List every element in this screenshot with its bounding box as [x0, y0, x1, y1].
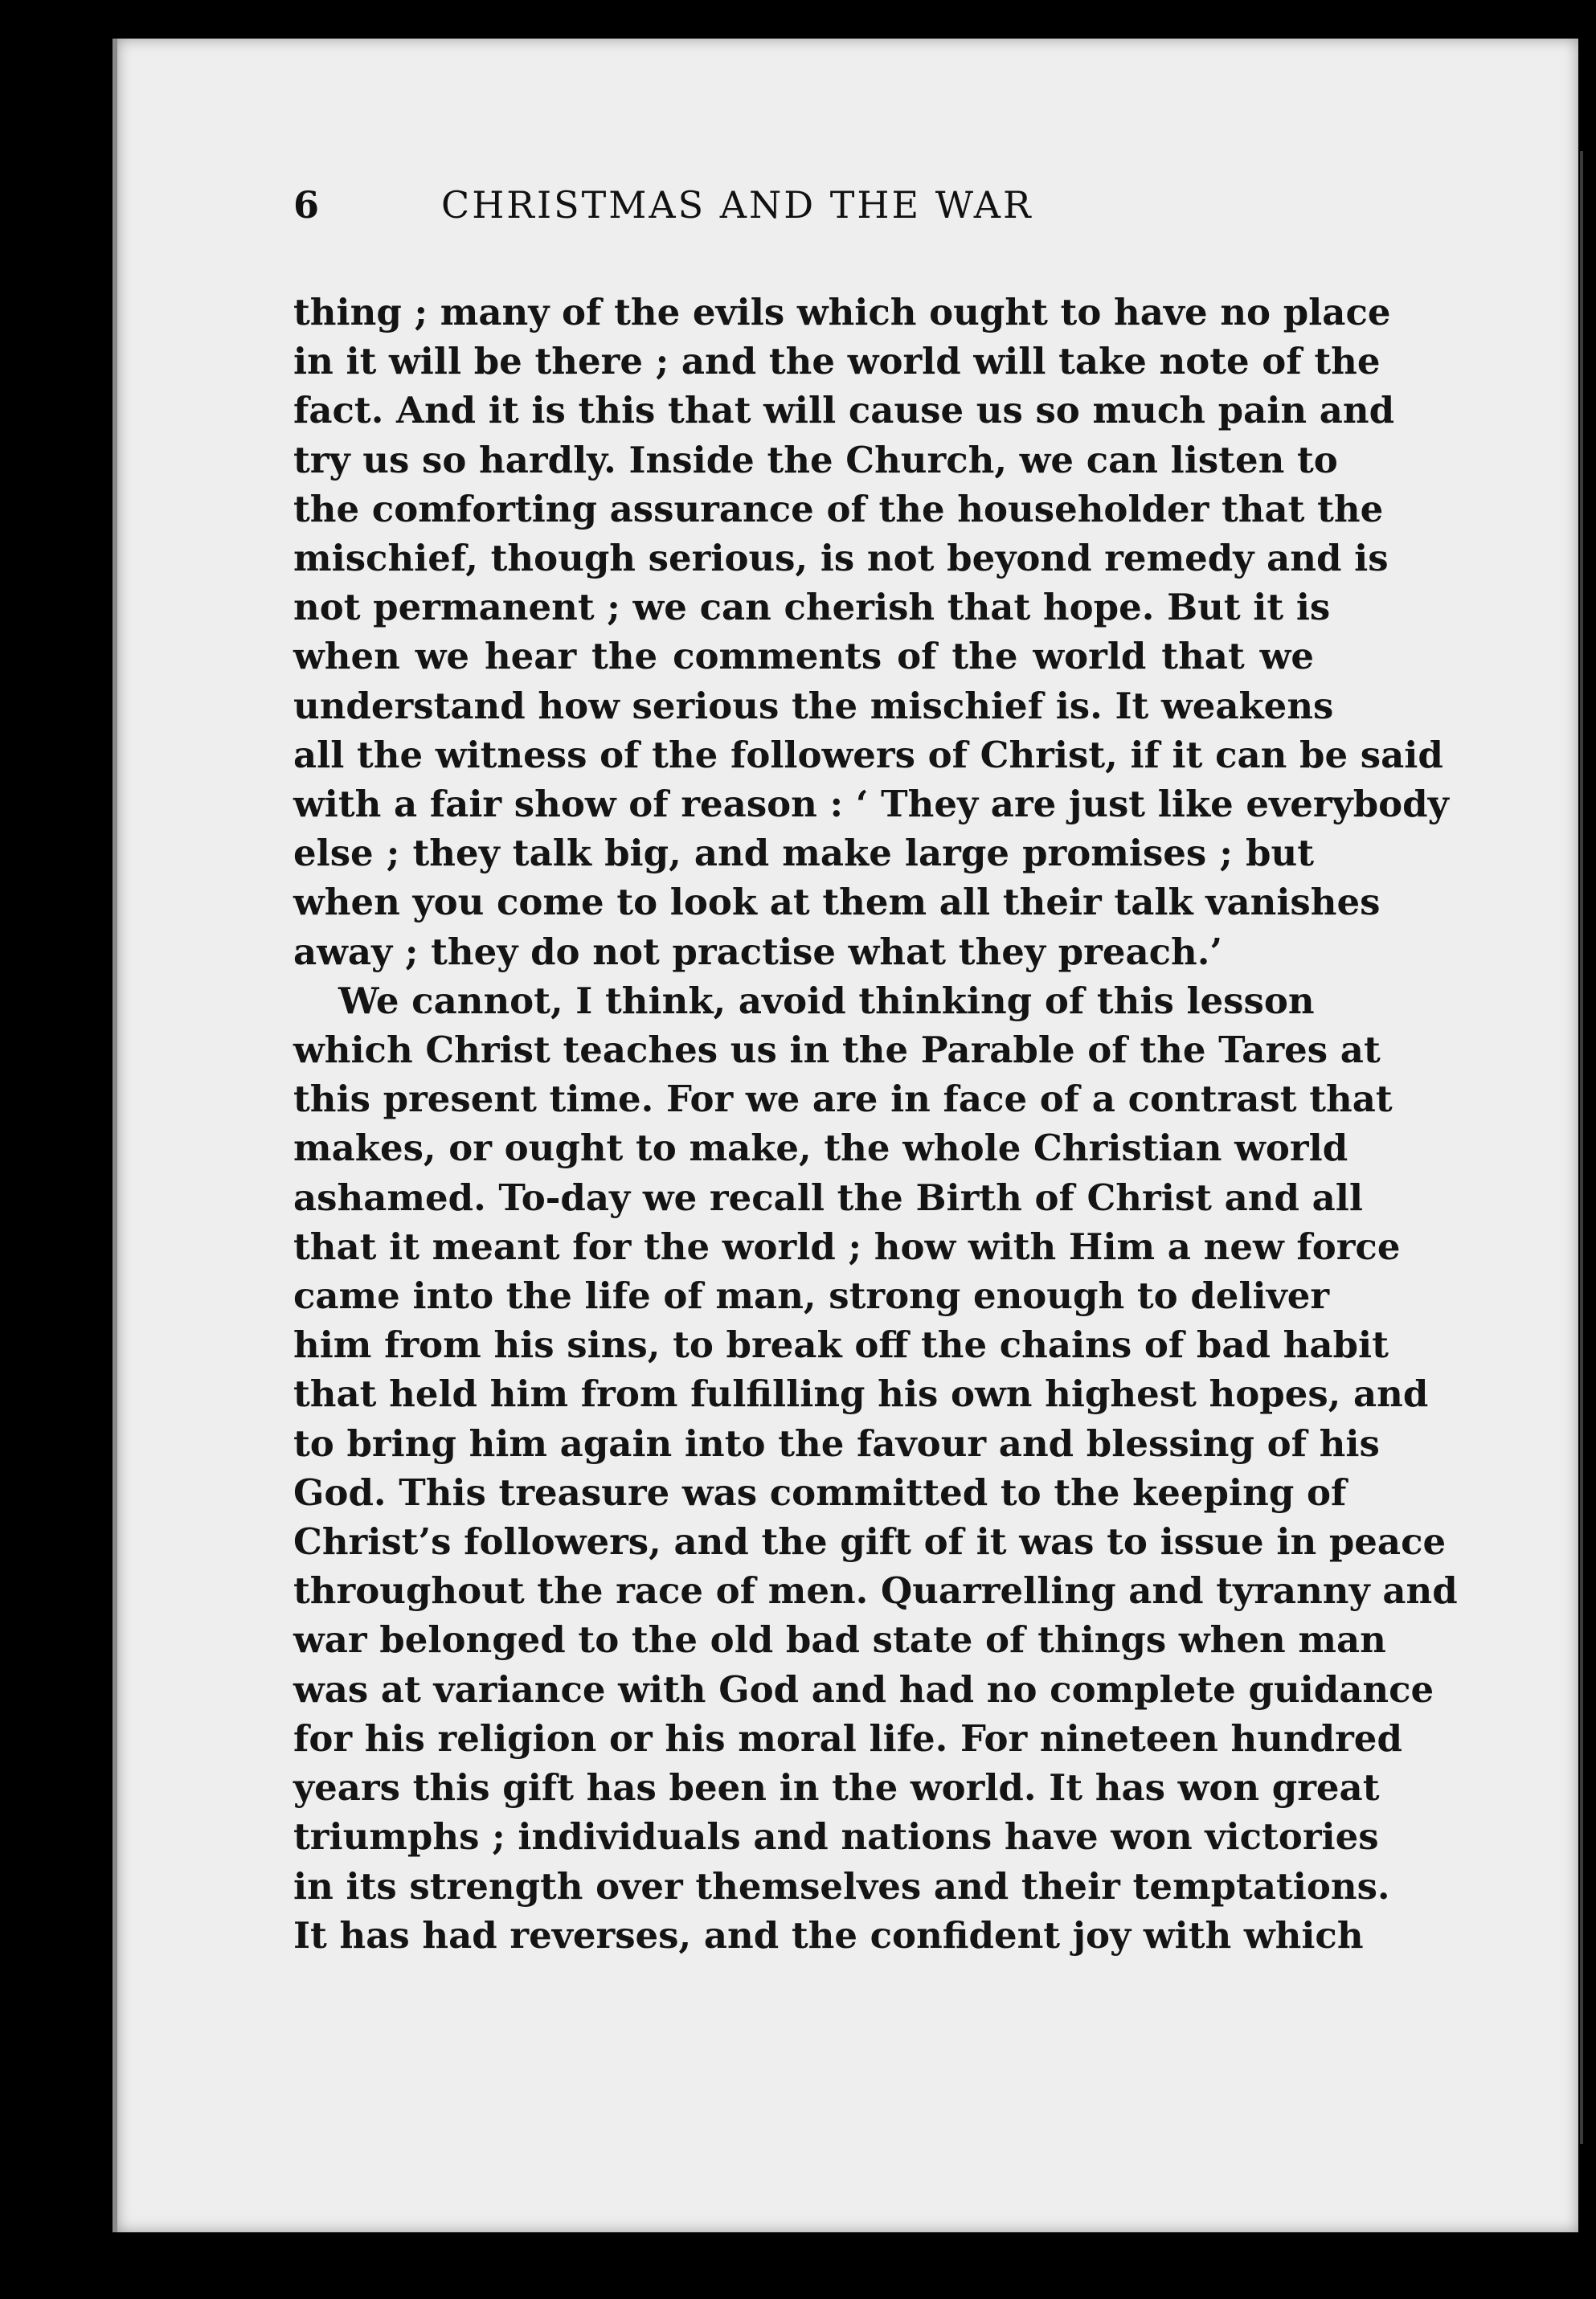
- text-line: else ; they talk big, and make large promises ; but: [293, 832, 1314, 875]
- text-line: war belonged to the old bad state of things when man: [293, 1618, 1386, 1662]
- text-line: that held him from fulfilling his own highest hopes, and: [293, 1372, 1429, 1416]
- text-line: mischief, though serious, is not beyond remedy and is: [293, 537, 1389, 580]
- text-line: in it will be there ; and the world will take note of the: [293, 340, 1381, 383]
- text-line: this present time. For we are in face of a contrast that: [293, 1078, 1393, 1121]
- text-line: when you come to look at them all their talk vanishes: [293, 881, 1381, 924]
- text-line: years this gift has been in the world. It has won great: [293, 1766, 1380, 1810]
- paragraph-one: [293, 288, 1449, 976]
- text-line: which Christ teaches us in the Parable of the Tares at: [293, 1029, 1381, 1072]
- text-line: in its strength over themselves and their temptations.: [293, 1864, 1390, 1908]
- text-line: was at variance with God and had no complete guidance: [293, 1667, 1434, 1711]
- text-line: understand how serious the mischief is. It weakens: [293, 684, 1334, 727]
- text-line: God. This treasure was committed to the keeping of: [293, 1471, 1347, 1514]
- text-line: for his religion or his moral life. For nineteen hundred: [293, 1716, 1402, 1760]
- running-title: CHRISTMAS AND THE WAR: [441, 183, 1033, 227]
- running-header: [293, 183, 1185, 247]
- text-line: away ; they do not practise what they preach.’: [293, 930, 1223, 973]
- text-line: with a fair show of reason : ‘ They are just like everybody: [293, 783, 1449, 826]
- body-text: [293, 288, 1458, 1960]
- text-line: fact. And it is this that will cause us so much pain and: [293, 389, 1395, 432]
- page-edge: [1580, 151, 1583, 2144]
- text-line: makes, or ought to make, the whole Christian world: [293, 1127, 1348, 1170]
- page-number: 6: [293, 183, 320, 227]
- text-line: triumphs ; individuals and nations have won victories: [293, 1815, 1379, 1859]
- text-line: when we hear the comments of the world that we: [293, 635, 1314, 678]
- text-line: to bring him again into the favour and blessing of his: [293, 1422, 1380, 1465]
- text-line: It has had reverses, and the confident joy with which: [293, 1913, 1364, 1957]
- text-line: thing ; many of the evils which ought to have no place: [293, 291, 1391, 333]
- text-line: the comforting assurance of the householder that the: [293, 487, 1384, 530]
- text-line: that it meant for the world ; how with Him a new force: [293, 1225, 1401, 1268]
- text-line: all the witness of the followers of Christ, if it can be said: [293, 733, 1443, 776]
- text-line: him from his sins, to break off the chains of bad habit: [293, 1323, 1389, 1367]
- text-line: We cannot, I think, avoid thinking of this lesson: [338, 979, 1315, 1022]
- text-line: throughout the race of men. Quarrelling and tyranny and: [293, 1569, 1458, 1613]
- text-line: ashamed. To-day we recall the Birth of Christ and all: [293, 1176, 1363, 1219]
- text-line: Christ’s followers, and the gift of it was to issue in peace: [293, 1520, 1447, 1564]
- text-line: not permanent ; we can cherish that hope. But it is: [293, 586, 1331, 629]
- paragraph-two: [293, 976, 1458, 1960]
- text-line: try us so hardly. Inside the Church, we can listen to: [293, 438, 1338, 481]
- text-line: came into the life of man, strong enough to deliver: [293, 1274, 1330, 1318]
